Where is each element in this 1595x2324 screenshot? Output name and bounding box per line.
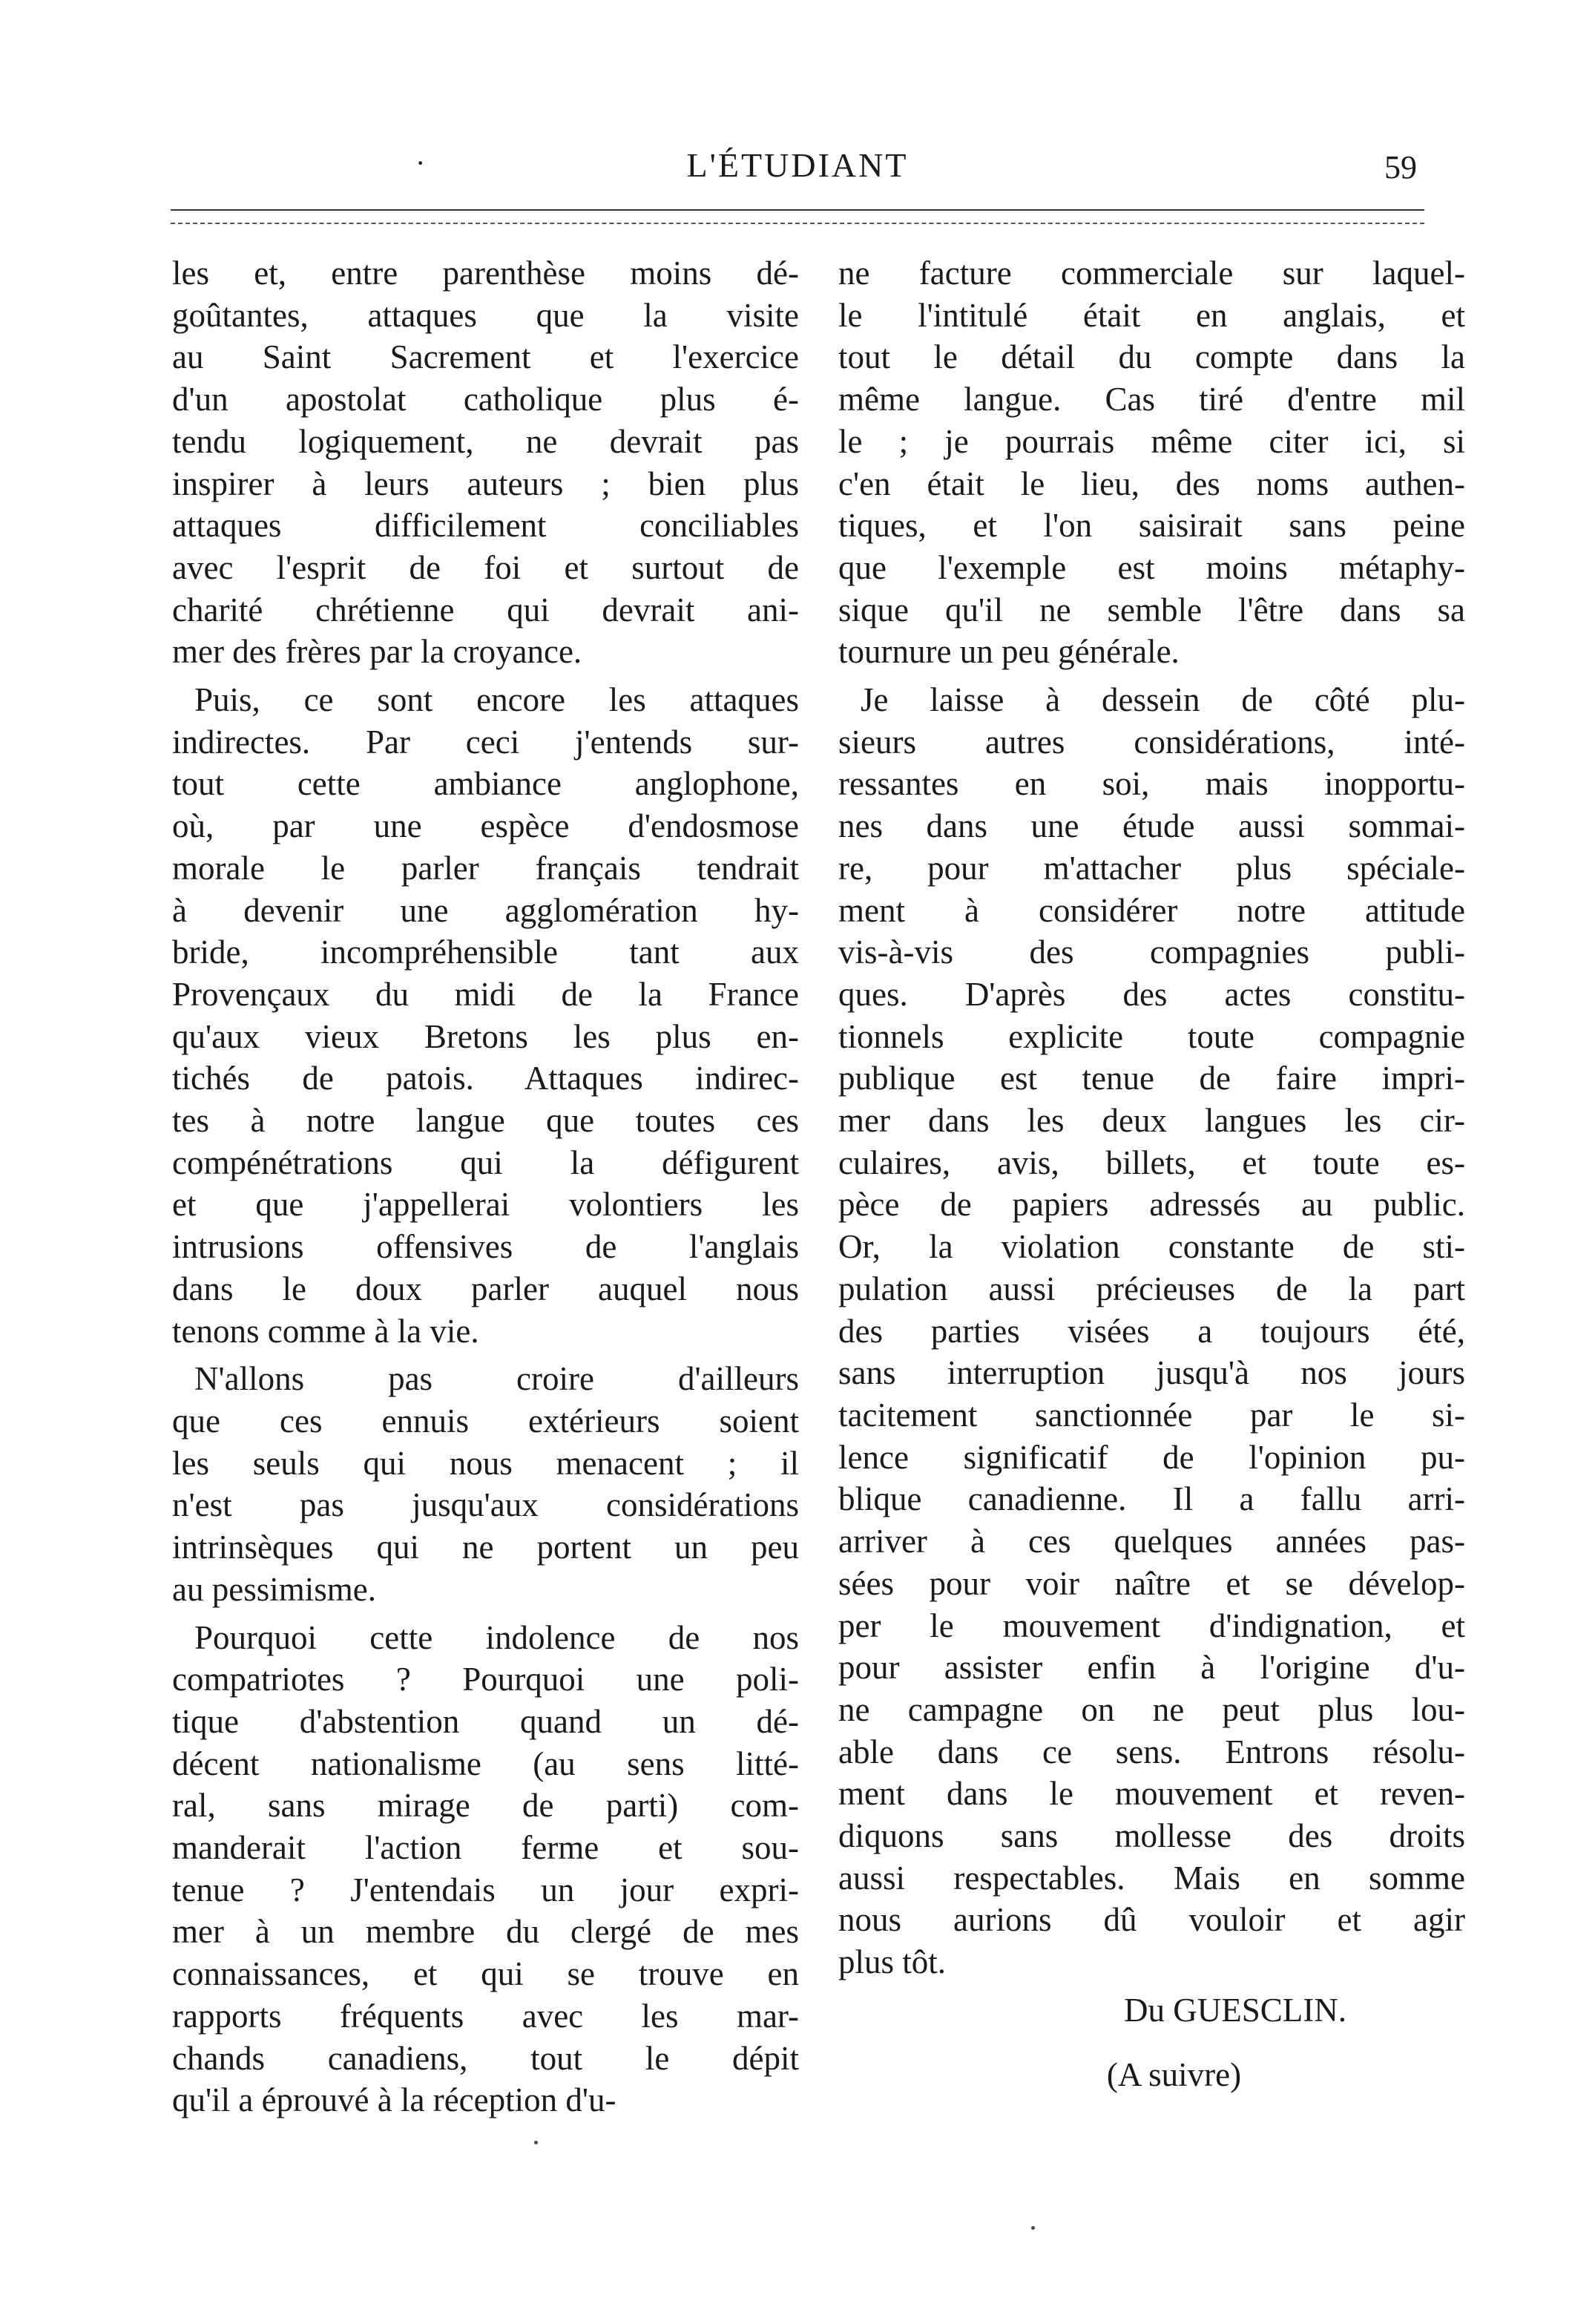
text-line: avec l'esprit de foi et surtout de xyxy=(172,548,799,586)
text-line: le l'intitulé était en anglais, et xyxy=(838,296,1465,334)
paragraph xyxy=(172,679,799,1352)
text-line: Pourquoi cette indolence de nos xyxy=(194,1618,799,1656)
text-line: rapports fréquents avec les mar- xyxy=(172,1997,799,2035)
text-line: le ; je pourrais même citer ici, si xyxy=(838,422,1465,460)
text-line: dans le doux parler auquel nous xyxy=(172,1270,799,1307)
text-line: lence significatif de l'opinion pu- xyxy=(838,1438,1465,1476)
page-number: 59 xyxy=(1384,149,1417,186)
text-line: chands canadiens, tout le dépit xyxy=(172,2039,799,2077)
text-line: publique est tenue de faire impri- xyxy=(838,1060,1465,1097)
text-line: et que j'appellerai volontiers les xyxy=(172,1186,799,1224)
text-line: tenons comme à la vie. xyxy=(172,1312,479,1350)
paragraph xyxy=(838,252,1465,673)
text-line: connaissances, et qui se trouve en xyxy=(172,1955,799,1993)
print-speck xyxy=(534,2141,538,2144)
text-line: nes dans une étude aussi sommai- xyxy=(838,807,1465,845)
text-line: ne facture commerciale sur laquel- xyxy=(838,255,1465,292)
text-line: attaques difficilement conciliables xyxy=(172,507,799,545)
text-line: les seuls qui nous menacent ; il xyxy=(172,1444,799,1482)
text-line: tiques, et l'on saisirait sans peine xyxy=(838,507,1465,545)
text-line: ne campagne on ne peut plus lou- xyxy=(838,1690,1465,1728)
text-line: n'est pas jusqu'aux considérations xyxy=(172,1486,799,1524)
text-line: pèce de papiers adressés au public. xyxy=(838,1186,1465,1224)
text-line: à devenir une agglomération hy- xyxy=(172,891,799,929)
text-line: tes à notre langue que toutes ces xyxy=(172,1102,799,1140)
text-line: indirectes. Par ceci j'entends sur- xyxy=(172,723,799,761)
right-column xyxy=(838,252,1465,2095)
text-line: que ces ennuis extérieurs soient xyxy=(172,1402,799,1440)
text-line: arriver à ces quelques années pas- xyxy=(838,1523,1465,1560)
text-line: sieurs autres considérations, inté- xyxy=(838,723,1465,761)
paragraph xyxy=(172,252,799,673)
text-line: inspirer à leurs auteurs ; bien plus xyxy=(172,465,799,502)
text-line: sans interruption jusqu'à nos jours xyxy=(838,1354,1465,1392)
text-line: tout cette ambiance anglophone, xyxy=(172,765,799,803)
text-line: même langue. Cas tiré d'entre mil xyxy=(838,381,1465,418)
text-line: décent nationalisme (au sens litté- xyxy=(172,1744,799,1782)
text-line: ment à considérer notre attitude xyxy=(838,891,1465,929)
text-line: tionnels explicite toute compagnie xyxy=(838,1017,1465,1055)
header-dot: · xyxy=(415,146,426,180)
text-line: d'un apostolat catholique plus é- xyxy=(172,381,799,418)
text-line: N'allons pas croire d'ailleurs xyxy=(194,1360,799,1398)
text-line: pulation aussi précieuses de la part xyxy=(838,1270,1465,1307)
text-line: pour assister enfin à l'origine d'u- xyxy=(838,1649,1465,1687)
text-line: ment dans le mouvement et reven- xyxy=(838,1775,1465,1813)
text-line: tacitement sanctionnée par le si- xyxy=(838,1396,1465,1434)
text-line: manderait l'action ferme et sou- xyxy=(172,1829,799,1867)
text-line: bride, incompréhensible tant aux xyxy=(172,933,799,971)
text-line: des parties visées a toujours été, xyxy=(838,1312,1465,1350)
text-line: Provençaux du midi de la France xyxy=(172,975,799,1013)
text-line: tendu logiquement, ne devrait pas xyxy=(172,422,799,460)
text-line: intrusions offensives de l'anglais xyxy=(172,1228,799,1266)
text-line: mer à un membre du clergé de mes xyxy=(172,1913,799,1951)
text-line: charité chrétienne qui devrait ani- xyxy=(172,591,799,628)
text-line: vis-à-vis des compagnies publi- xyxy=(838,933,1465,971)
text-line: compatriotes ? Pourquoi une poli- xyxy=(172,1661,799,1698)
text-line: diquons sans mollesse des droits xyxy=(838,1817,1465,1855)
text-line: que l'exemple est moins métaphy- xyxy=(838,548,1465,586)
author-signature: Du GUESCLIN. xyxy=(1124,1991,1346,2029)
header-rule-dashed xyxy=(171,223,1424,224)
text-line: sique qu'il ne semble l'être dans sa xyxy=(838,591,1465,628)
text-line: intrinsèques qui ne portent un peu xyxy=(172,1529,799,1566)
text-line: per le mouvement d'indignation, et xyxy=(838,1606,1465,1644)
text-line: mer des frères par la croyance. xyxy=(172,633,582,671)
text-line: au Saint Sacrement et l'exercice xyxy=(172,338,799,376)
text-line: plus tôt. xyxy=(838,1943,947,1981)
text-line: mer dans les deux langues les cir- xyxy=(838,1102,1465,1140)
running-header xyxy=(171,145,1424,197)
paragraph xyxy=(838,679,1465,1983)
text-line: ressantes en soi, mais inopportu- xyxy=(838,765,1465,803)
text-line: Je laisse à dessein de côté plu- xyxy=(861,681,1465,719)
text-line: Or, la violation constante de sti- xyxy=(838,1228,1465,1266)
header-rule xyxy=(171,209,1424,211)
text-line: ral, sans mirage de parti) com- xyxy=(172,1787,799,1825)
text-line: tenue ? J'entendais un jour expri- xyxy=(172,1871,799,1908)
text-line: Puis, ce sont encore les attaques xyxy=(194,681,799,719)
text-line: re, pour m'attacher plus spéciale- xyxy=(838,849,1465,887)
text-line: goûtantes, attaques que la visite xyxy=(172,296,799,334)
text-line: c'en était le lieu, des noms authen- xyxy=(838,465,1465,502)
text-line: les et, entre parenthèse moins dé- xyxy=(172,255,799,292)
print-speck xyxy=(1031,2226,1035,2230)
text-line: où, par une espèce d'endosmose xyxy=(172,807,799,845)
continuation-note: (A suivre) xyxy=(1106,2055,1242,2093)
left-column xyxy=(172,252,799,2127)
text-line: aussi respectables. Mais en somme xyxy=(838,1859,1465,1897)
text-line: tichés de patois. Attaques indirec- xyxy=(172,1060,799,1097)
text-line: compénétrations qui la défigurent xyxy=(172,1143,799,1181)
text-line: nous aurions dû vouloir et agir xyxy=(838,1901,1465,1939)
text-line: morale le parler français tendrait xyxy=(172,849,799,887)
paragraph xyxy=(172,1617,799,2121)
paragraph xyxy=(172,1358,799,1610)
text-line: blique canadienne. Il a fallu arri- xyxy=(838,1480,1465,1518)
text-line: tournure un peu générale. xyxy=(838,633,1180,671)
text-line: culaires, avis, billets, et toute es- xyxy=(838,1143,1465,1181)
text-line: ques. D'après des actes constitu- xyxy=(838,975,1465,1013)
journal-title: L'ÉTUDIANT xyxy=(686,146,909,184)
text-line: able dans ce sens. Entrons résolu- xyxy=(838,1733,1465,1770)
text-line: tout le détail du compte dans la xyxy=(838,338,1465,376)
text-line: sées pour voir naître et se dévelop- xyxy=(838,1564,1465,1602)
text-line: qu'il a éprouvé à la réception d'u- xyxy=(172,2081,616,2119)
text-line: au pessimisme. xyxy=(172,1570,376,1608)
text-line: qu'aux vieux Bretons les plus en- xyxy=(172,1017,799,1055)
right-column-body xyxy=(838,252,1465,1983)
text-line: tique d'abstention quand un dé- xyxy=(172,1702,799,1740)
